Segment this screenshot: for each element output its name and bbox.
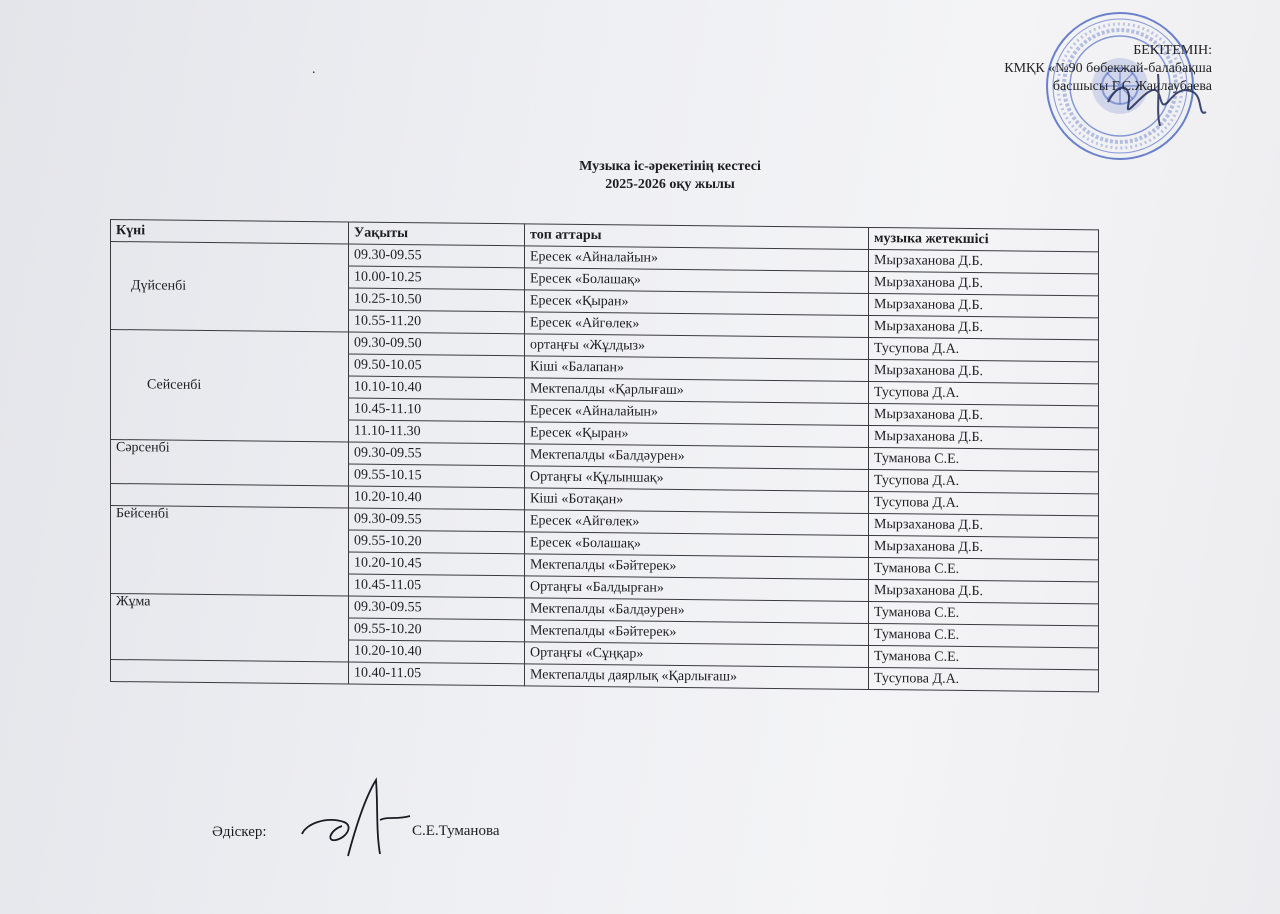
approval-institution: КМҚК «№90 бөбекжай-балабақша bbox=[1004, 61, 1212, 76]
teacher-cell: Мырзаханова Д.Б. bbox=[869, 513, 1099, 537]
time-cell: 10.45-11.05 bbox=[349, 574, 525, 598]
time-cell: 09.55-10.20 bbox=[349, 530, 525, 554]
group-cell: Кіші «Балапан» bbox=[525, 356, 869, 382]
header-teacher: музыка жетекшісі bbox=[869, 227, 1099, 251]
time-cell: 09.30-09.55 bbox=[349, 442, 525, 466]
time-cell: 09.30-09.50 bbox=[349, 332, 525, 356]
group-cell: Мектепалды «Балдәурен» bbox=[525, 444, 869, 470]
group-cell: Кіші «Ботақан» bbox=[525, 488, 869, 514]
group-cell: ортаңғы «Жұлдыз» bbox=[525, 334, 869, 360]
group-cell: Ересек «Айгөлек» bbox=[525, 510, 869, 536]
group-cell: Ересек «Айналайын» bbox=[525, 246, 869, 272]
group-cell: Ортаңғы «Сұңқар» bbox=[525, 642, 869, 668]
group-cell: Мектепалды «Балдәурен» bbox=[525, 598, 869, 624]
teacher-cell: Туманова С.Е. bbox=[869, 623, 1099, 647]
group-cell: Ортаңғы «Құлыншақ» bbox=[525, 466, 869, 492]
group-cell: Ересек «Қыран» bbox=[525, 422, 869, 448]
group-cell: Ересек «Айгөлек» bbox=[525, 312, 869, 338]
teacher-cell: Мырзаханова Д.Б. bbox=[869, 425, 1099, 449]
time-cell: 10.10-10.40 bbox=[349, 376, 525, 400]
time-cell: 09.30-09.55 bbox=[349, 244, 525, 268]
teacher-cell: Мырзаханова Д.Б. bbox=[869, 271, 1099, 295]
group-cell: Ересек «Айналайын» bbox=[525, 400, 869, 426]
day-cell bbox=[111, 484, 349, 508]
approval-head-name: басшысы Г.С.Жаилаубаева bbox=[1052, 79, 1212, 94]
teacher-cell: Мырзаханова Д.Б. bbox=[869, 293, 1099, 317]
time-cell: 10.20-10.45 bbox=[349, 552, 525, 576]
group-cell: Ортаңғы «Балдырған» bbox=[525, 576, 869, 602]
teacher-cell: Тусупова Д.А. bbox=[869, 491, 1099, 515]
time-cell: 10.25-10.50 bbox=[349, 288, 525, 312]
group-cell: Мектепалды «Қарлығаш» bbox=[525, 378, 869, 404]
teacher-cell: Мырзаханова Д.Б. bbox=[869, 403, 1099, 427]
time-cell: 10.20-10.40 bbox=[349, 640, 525, 664]
teacher-cell: Туманова С.Е. bbox=[869, 601, 1099, 625]
schedule-table bbox=[110, 219, 1099, 692]
teacher-cell: Туманова С.Е. bbox=[869, 645, 1099, 669]
speck: . bbox=[312, 62, 316, 77]
time-cell: 09.30-09.55 bbox=[349, 508, 525, 532]
time-cell: 10.45-11.10 bbox=[349, 398, 525, 422]
methodist-label: Әдіскер: bbox=[212, 824, 267, 840]
header-group: топ аттары bbox=[525, 224, 869, 250]
time-cell: 10.40-11.05 bbox=[349, 662, 525, 686]
group-cell: Мектепалды «Бәйтерек» bbox=[525, 620, 869, 646]
director-signature bbox=[1098, 62, 1218, 132]
teacher-cell: Мырзаханова Д.Б. bbox=[869, 359, 1099, 383]
time-cell: 09.55-10.20 bbox=[349, 618, 525, 642]
methodist-signature bbox=[296, 776, 416, 862]
day-cell: Бейсенбі bbox=[111, 506, 349, 596]
day-cell: Сәрсенбі bbox=[111, 440, 349, 486]
day-cell: Жұма bbox=[111, 594, 349, 662]
methodist-name: С.Е.Туманова bbox=[412, 823, 500, 839]
header-time: Уақыты bbox=[349, 222, 525, 246]
teacher-cell: Мырзаханова Д.Б. bbox=[869, 249, 1099, 273]
time-cell: 10.20-10.40 bbox=[349, 486, 525, 510]
teacher-cell: Туманова С.Е. bbox=[869, 447, 1099, 471]
group-cell: Мектепалды даярлық «Қарлығаш» bbox=[525, 664, 869, 690]
time-cell: 09.55-10.15 bbox=[349, 464, 525, 488]
time-cell: 10.00-10.25 bbox=[349, 266, 525, 290]
teacher-cell: Тусупова Д.А. bbox=[869, 381, 1099, 405]
teacher-cell: Тусупова Д.А. bbox=[869, 337, 1099, 361]
academic-year: 2025-2026 оқу жылы bbox=[605, 177, 735, 192]
teacher-cell: Мырзаханова Д.Б. bbox=[869, 535, 1099, 559]
time-cell: 11.10-11.30 bbox=[349, 420, 525, 444]
document-title: Музыка іс-әрекетінің кестесі bbox=[579, 159, 761, 174]
day-cell: Сейсенбі bbox=[111, 330, 349, 442]
day-cell bbox=[111, 660, 349, 684]
header-day: Күні bbox=[111, 220, 349, 244]
time-cell: 09.30-09.55 bbox=[349, 596, 525, 620]
teacher-cell: Мырзаханова Д.Б. bbox=[869, 315, 1099, 339]
group-cell: Мектепалды «Бәйтерек» bbox=[525, 554, 869, 580]
day-cell: Дүйсенбі bbox=[111, 242, 349, 332]
time-cell: 09.50-10.05 bbox=[349, 354, 525, 378]
teacher-cell: Тусупова Д.А. bbox=[869, 469, 1099, 493]
group-cell: Ересек «Болашақ» bbox=[525, 532, 869, 558]
teacher-cell: Мырзаханова Д.Б. bbox=[869, 579, 1099, 603]
group-cell: Ересек «Қыран» bbox=[525, 290, 869, 316]
group-cell: Ересек «Болашақ» bbox=[525, 268, 869, 294]
teacher-cell: Туманова С.Е. bbox=[869, 557, 1099, 581]
approval-heading: БЕКІТЕМІН: bbox=[1133, 43, 1212, 58]
teacher-cell: Тусупова Д.А. bbox=[869, 667, 1099, 691]
time-cell: 10.55-11.20 bbox=[349, 310, 525, 334]
